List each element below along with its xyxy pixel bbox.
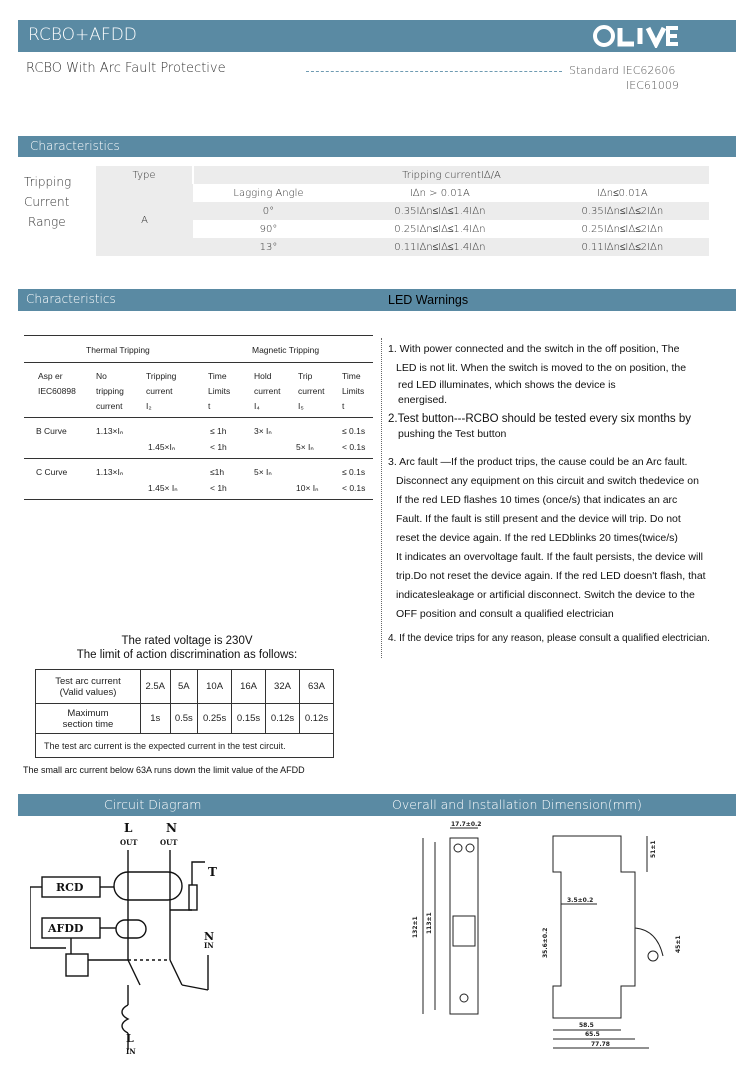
table-cell: 13° [193, 238, 344, 256]
footnote: The small arc current below 63A runs down the limit value of the AFDD [23, 765, 305, 775]
table-cell: 0.25s [198, 704, 232, 734]
svg-text:AFDD: AFDD [48, 922, 84, 935]
row-label: Maximum section time [36, 704, 141, 734]
col-header: I∆n≤0.01A [596, 187, 648, 199]
table-cell: 0.5s [170, 704, 198, 734]
table-cell: 63A [299, 670, 333, 704]
svg-text:OUT: OUT [120, 838, 138, 847]
table-cell: 0.11I∆n≤I∆≤1.4I∆n [344, 238, 536, 256]
table-cell: 10A [198, 670, 232, 704]
standard-label: Standard IEC62606 [569, 64, 676, 77]
table-cell: 0.25I∆n≤I∆≤1.4I∆n [394, 223, 486, 235]
brand-logo [592, 24, 696, 53]
table-cell: 90° [259, 223, 278, 235]
svg-text:T: T [208, 865, 217, 879]
thermal-heading: Thermal Tripping [86, 345, 150, 355]
svg-text:58.5: 58.5 [579, 1022, 594, 1029]
led-warnings: 1. With power connected and the switch in the off position, The LED is not lit. When the switch is moved to the on position, the red LED illuminates, which shows the device is energised. 2.Test button---RCBO should be tested every six months by pushing the Test button 3. Arc fault —If the product trips, the cause could be an Arc fault. Disconnect any equipment on this circuit and switch thedevice on If the red LED flashes 10 times (once/s) that indicates an arc Fault. If the fault is still present and the device will trip. Do not reset the device again. If the red LEDblinks 20 times(twice/s) It indicates an overvoltage fault. If the fault persists, the device will trip.Do not reset the device again. If the red LED doesn't flash, that indicatesleakage or artificial disconnect. Switch the device to the OFF position and consult a qualified electrician 4. If the device trips for any reason, please consult a qualified electrician. [388, 343, 710, 644]
tripping-header: Tripping currentI∆/A [193, 166, 709, 184]
dash-divider [306, 71, 562, 72]
svg-text:IN: IN [126, 1047, 136, 1056]
dimension-title: Overall and Installation Dimension(mm) [392, 797, 642, 812]
table-cell: 0.15s [232, 704, 266, 734]
led-title: LED Warnings [388, 293, 469, 307]
rated-voltage: The rated voltage is 230V The limit of action discrimination as follows: [76, 635, 298, 661]
table-cell: 1s [141, 704, 171, 734]
subtitle: RCBO With Arc Fault Protective [26, 61, 226, 76]
table-cell: 32A [266, 670, 300, 704]
dimension-drawings [395, 818, 735, 1056]
svg-text:113±1: 113±1 [426, 912, 433, 934]
table-cell: 5A [170, 670, 198, 704]
svg-text:17.7±0.2: 17.7±0.2 [451, 821, 482, 828]
table-cell: 0.11I∆n≤I∆≤2I∆n [536, 238, 709, 256]
characteristics-bar-1 [18, 136, 736, 157]
curve-table: Thermal Tripping Magnetic Tripping Asp er IEC60898 No tripping current Tripping current I₂ Time Limits t Hold current I₄ Trip current I₅ Time Limits t B Curve 1.13×Iₙ 1.45×Iₙ ≤ 1h < 1h 3× Iₙ 5× Iₙ ≤ 0.1s < 0.1s C Curve 1.13×Iₙ 1.45× Iₙ ≤1h < 1h 5× Iₙ 10× Iₙ ≤ 0.1s < 0.1s [24, 335, 373, 500]
svg-text:45±1: 45±1 [675, 935, 682, 953]
section-title: Characteristics [30, 139, 120, 153]
col-header: Lagging Angle [233, 187, 304, 199]
svg-text:51±1: 51±1 [650, 840, 657, 858]
circuit-title: Circuit Diagram [104, 797, 202, 812]
table-note: The test arc current is the expected current in the test circuit. [36, 734, 334, 758]
tripping-table [96, 166, 709, 256]
dotted-divider [381, 338, 382, 658]
svg-text:L: L [124, 821, 133, 835]
b-curve-row: B Curve 1.13×Iₙ 1.45×Iₙ ≤ 1h < 1h 3× Iₙ 5× Iₙ ≤ 0.1s < 0.1s [36, 426, 366, 452]
limits-table [35, 669, 334, 758]
tripping-range-label: Tripping Current Range [24, 175, 72, 229]
table-cell: 0.12s [299, 704, 333, 734]
table-cell: 16A [232, 670, 266, 704]
svg-text:65.5: 65.5 [585, 1031, 600, 1038]
table-cell: 0.35I∆n≤I∆≤2I∆n [536, 202, 709, 220]
standard-2: IEC61009 [626, 79, 679, 92]
section-title: Characteristics [26, 292, 116, 306]
svg-text:77.78: 77.78 [591, 1041, 610, 1048]
table-cell: 2.5A [141, 670, 171, 704]
svg-text:35.6±0.2: 35.6±0.2 [542, 927, 549, 958]
svg-text:RCD: RCD [56, 881, 84, 894]
svg-text:OUT: OUT [160, 838, 178, 847]
svg-text:IN: IN [204, 941, 214, 950]
type-value: A [96, 184, 193, 256]
circuit-diagram [30, 820, 260, 1060]
row-label: Test arc current (Valid values) [36, 670, 141, 704]
svg-text:L: L [126, 1032, 134, 1045]
table-cell: 0° [193, 202, 344, 220]
type-header: Type [96, 166, 193, 184]
table-cell: 0.12s [266, 704, 300, 734]
svg-text:3.5±0.2: 3.5±0.2 [567, 897, 594, 904]
bottom-bar [18, 794, 736, 816]
svg-text:N: N [166, 821, 177, 835]
header-bar [18, 20, 736, 52]
svg-text:132±1: 132±1 [412, 916, 419, 938]
c-curve-row: C Curve 1.13×Iₙ 1.45× Iₙ ≤1h < 1h 5× Iₙ 10× Iₙ ≤ 0.1s < 0.1s [36, 467, 366, 493]
led-title-bg [384, 289, 736, 311]
svg-text:N: N [204, 930, 215, 943]
table-cell: 0.25I∆n≤I∆≤2I∆n [581, 223, 664, 235]
table-cell: 0.35I∆n≤I∆≤1.4I∆n [344, 202, 536, 220]
col-header: I∆n > 0.01A [409, 187, 470, 199]
magnetic-heading: Magnetic Tripping [252, 345, 320, 355]
page-title: RCBO+AFDD [28, 25, 137, 45]
